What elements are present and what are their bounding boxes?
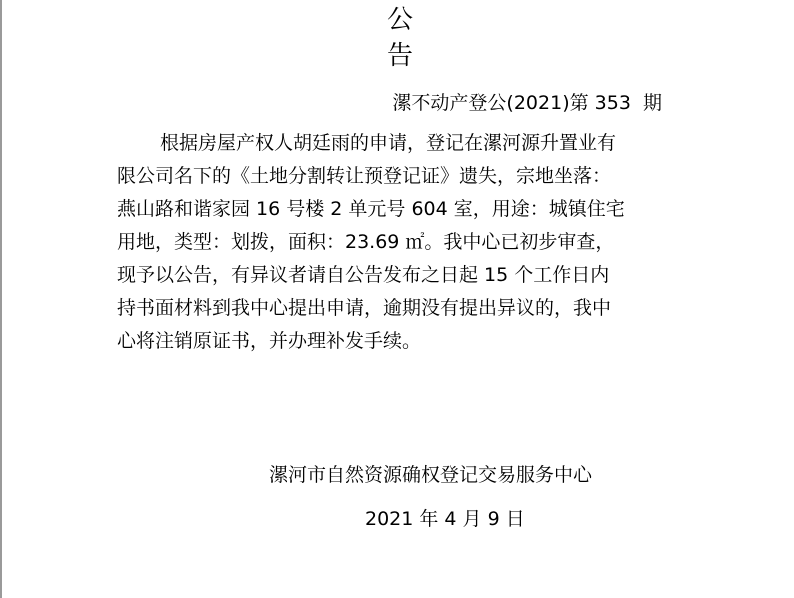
notice-title: 公 告 — [386, 5, 461, 71]
body-line: 限公司名下的《土地分割转让预登记证》遗失，宗地坐落： — [117, 165, 612, 187]
body-line: 用地，类型：划拨，面积：23.69 ㎡。我中心已初步审查， — [117, 231, 615, 253]
issuing-organization: 漯河市自然资源确权登记交易服务中心 — [269, 464, 593, 486]
body-line: 现予以公告，有异议者请自公告发布之日起 15 个工作日内 — [117, 264, 610, 286]
body-line: 持书面材料到我中心提出申请，逾期没有提出异议的，我中 — [117, 297, 612, 319]
body-line: 根据房屋产权人胡廷雨的申请，登记在漯河源升置业有 — [160, 132, 617, 154]
issue-date: 2021 年 4 月 9 日 — [365, 508, 525, 530]
page-left-edge — [0, 0, 2, 598]
body-line: 燕山路和谐家园 16 号楼 2 单元号 604 室，用途：城镇住宅 — [117, 198, 625, 220]
document-number: 漯不动产登公(2021)第 353 期 — [392, 92, 662, 114]
notice-body — [117, 127, 677, 358]
body-line: 心将注销原证书，并办理补发手续。 — [117, 330, 422, 352]
